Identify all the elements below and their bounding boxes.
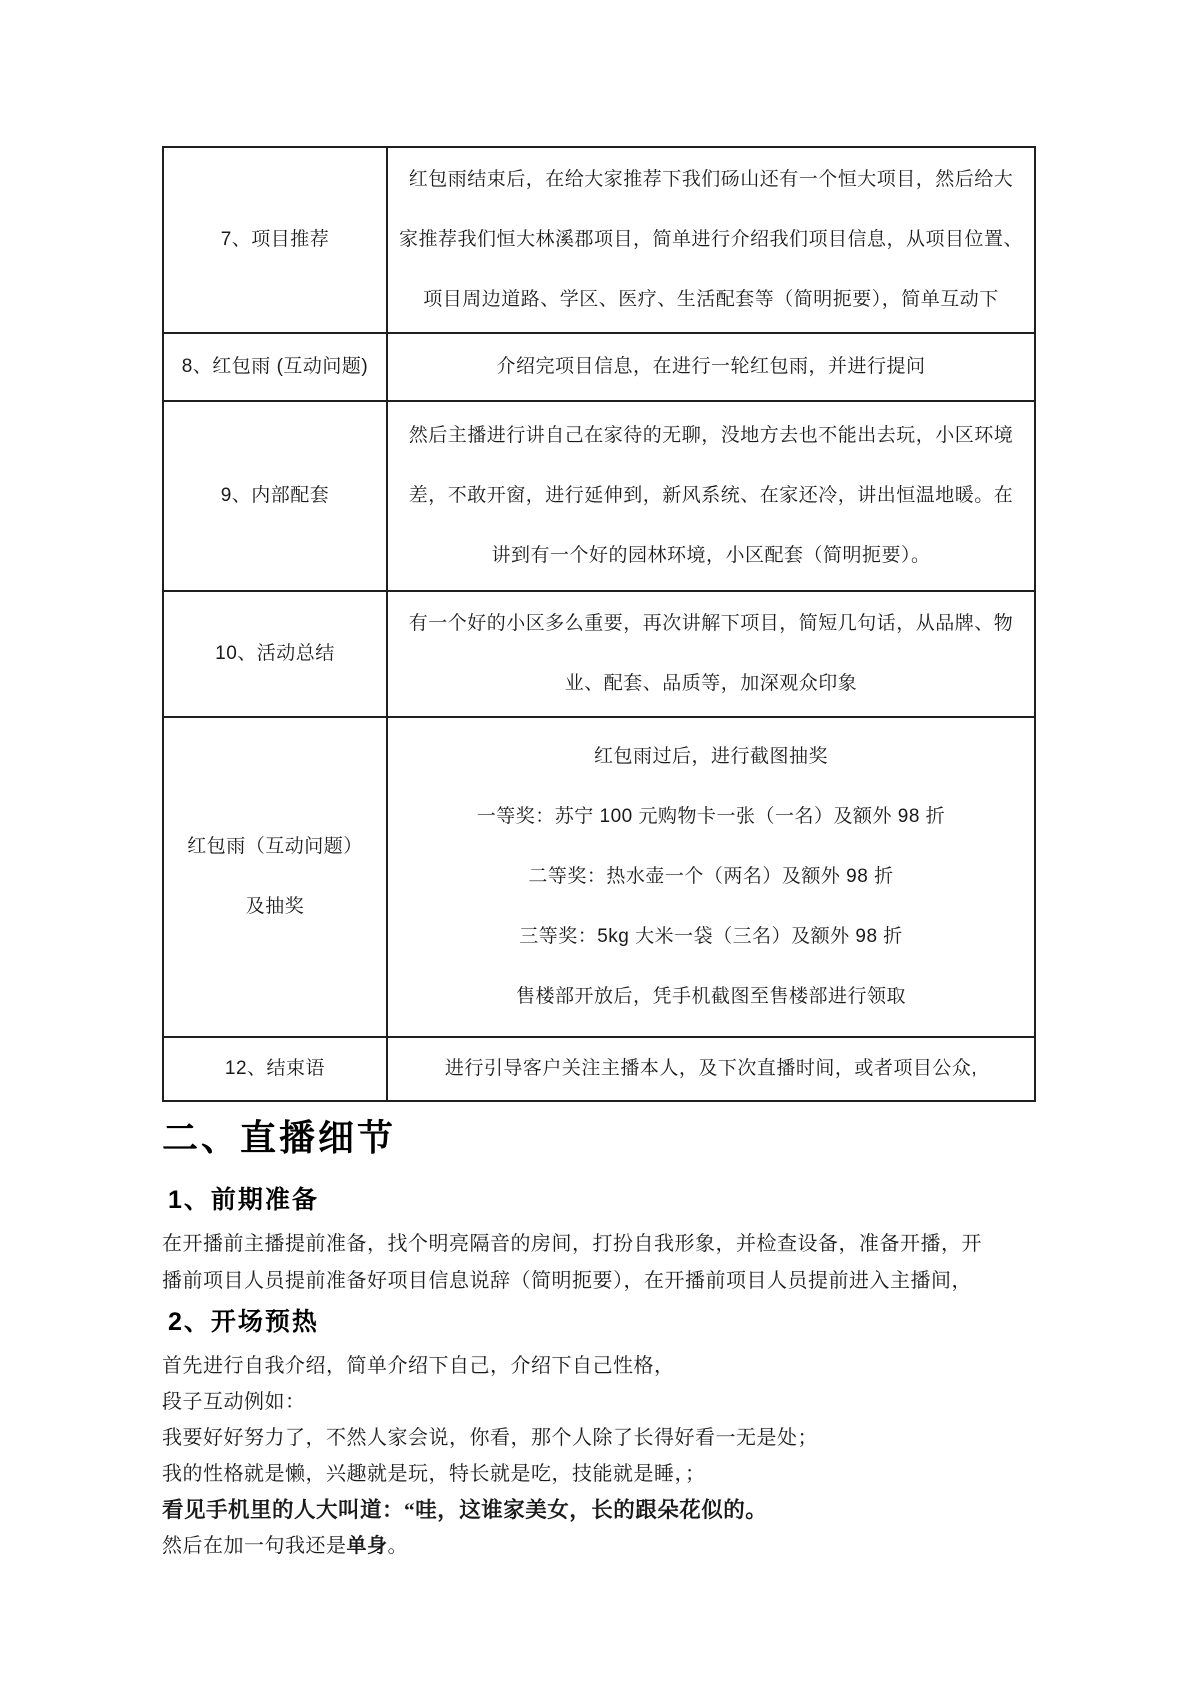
table-cell-content (387, 717, 1035, 1037)
paragraph-line: 在开播前主播提前准备，找个明亮隔音的房间，打扮自我形象，并检查设备，准备开播，开 (162, 1233, 982, 1255)
subheading-preparation: 1、前期准备 (168, 1186, 319, 1214)
content-line: 差，不敢开窗，进行延伸到，新风系统、在家还冷，讲出恒温地暖。在 (408, 485, 1014, 506)
run-of-show-table (162, 146, 1036, 1102)
table-row (163, 401, 1035, 591)
subheading-warmup: 2、开场预热 (168, 1308, 319, 1336)
content-line: 项目周边道路、学区、医疗、生活配套等（简明扼要），简单互动下 (423, 289, 999, 310)
table-cell-content (387, 401, 1035, 591)
table-cell-label (163, 401, 387, 591)
paragraph-line: 我要好好努力了，不然人家会说，你看，那个人除了长得好看一无是处； (162, 1427, 818, 1449)
table-cell-label (163, 1037, 387, 1101)
section-title: 二、直播细节 (162, 1117, 397, 1158)
content-line: 有一个好的小区多么重要，再次讲解下项目，简短几句话，从品牌、物 (408, 613, 1014, 634)
content-line: 家推荐我们恒大林溪郡项目，简单进行介绍我们项目信息，从项目位置、 (398, 229, 1023, 250)
content-line: 讲到有一个好的园林环境，小区配套（简明扼要）。 (491, 545, 931, 566)
table-row (163, 717, 1035, 1037)
content-line: 一等奖：苏宁 100 元购物卡一张（一名）及额外 98 折 (476, 806, 946, 827)
tail-prefix: 然后在加一句我还是 (162, 1535, 347, 1557)
content-line: 介绍完项目信息，在进行一轮红包雨，并进行提问 (496, 356, 926, 377)
paragraph-line: 我的性格就是懒，兴趣就是玩，特长就是吃，技能就是睡，； (162, 1463, 706, 1485)
table-row (163, 147, 1035, 333)
table-cell-content (387, 333, 1035, 401)
content-line: 红包雨过后，进行截图抽奖 (593, 746, 828, 767)
label-line: 9、内部配套 (220, 485, 330, 506)
table-cell-label (163, 333, 387, 401)
paragraph-line: 首先进行自我介绍，简单介绍下自己，介绍下自己性格， (162, 1355, 675, 1377)
table-cell-content (387, 147, 1035, 333)
paragraph-line: 段子互动例如： (162, 1391, 306, 1413)
content-line: 然后主播进行讲自己在家待的无聊，没地方去也不能出去玩，小区环境 (408, 425, 1014, 446)
table-cell-content (387, 591, 1035, 717)
label-line: 及抽奖 (245, 896, 305, 917)
label-line: 7、项目推荐 (220, 229, 330, 250)
table-row (163, 333, 1035, 401)
table-cell-label (163, 717, 387, 1037)
label-line: 红包雨（互动问题） (187, 836, 363, 857)
warmup-tail-line (162, 1528, 1062, 1564)
table-cell-content (387, 1037, 1035, 1101)
table-cell-label (163, 591, 387, 717)
table-row (163, 591, 1035, 717)
content-line: 售楼部开放后，凭手机截图至售楼部进行领取 (515, 986, 906, 1007)
content-line: 三等奖：5kg 大米一袋（三名）及额外 98 折 (519, 926, 903, 947)
paragraph-preparation (162, 1226, 1052, 1300)
paragraph-warmup (162, 1348, 1062, 1564)
content-line: 进行引导客户关注主播本人，及下次直播时间，或者项目公众, (444, 1058, 978, 1079)
tail-bold-word: 单身 (346, 1535, 388, 1557)
content-line: 业、配套、品质等，加深观众印象 (564, 673, 858, 694)
label-line: 10、活动总结 (215, 643, 335, 664)
tail-suffix: 。 (387, 1535, 408, 1557)
warmup-bold-line: 看见手机里的人大叫道：“哇，这谁家美女，长的跟朵花似的。 (162, 1498, 768, 1522)
label-line: 12、结束语 (224, 1058, 326, 1079)
content-line: 红包雨结束后，在给大家推荐下我们砀山还有一个恒大项目，然后给大 (408, 169, 1014, 190)
table-row (163, 1037, 1035, 1101)
content-line: 二等奖：热水壶一个（两名）及额外 98 折 (528, 866, 894, 887)
table-cell-label (163, 147, 387, 333)
label-line: 8、红包雨 (互动问题) (181, 356, 369, 377)
paragraph-line: 播前项目人员提前准备好项目信息说辞（简明扼要），在开播前项目人员提前进入主播间， (162, 1270, 972, 1292)
